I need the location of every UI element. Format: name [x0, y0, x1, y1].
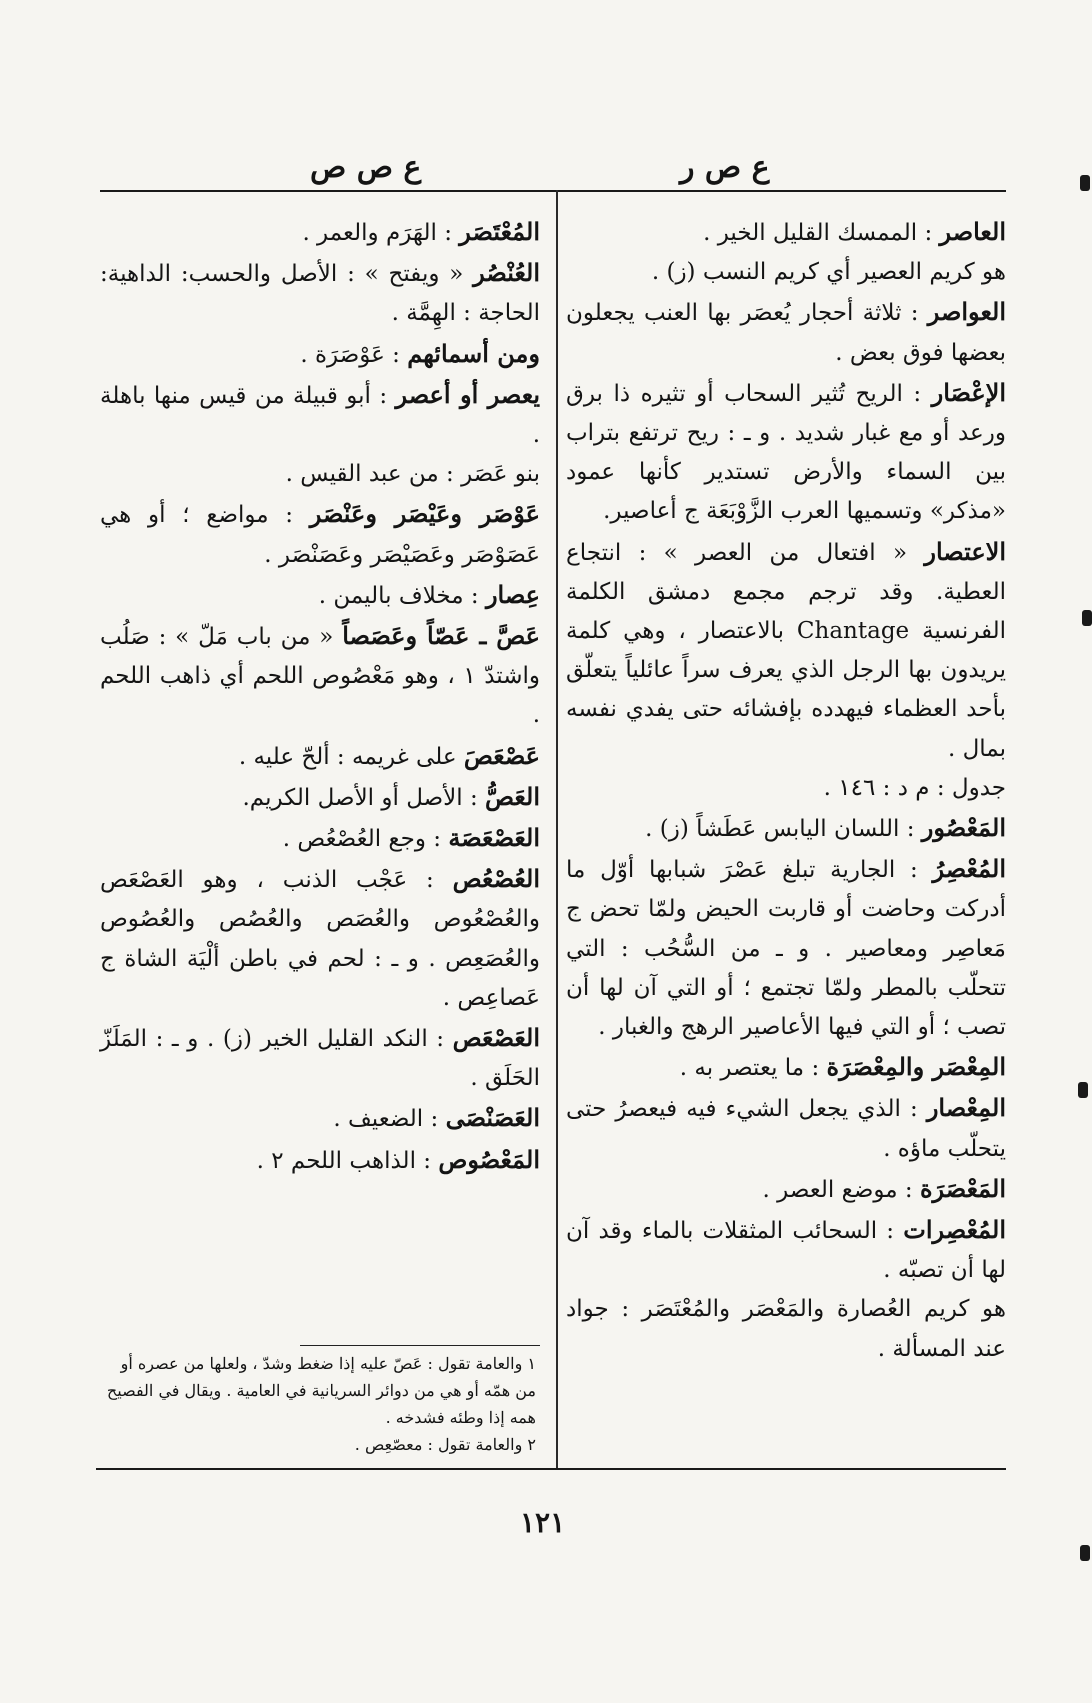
- dictionary-entry: [100, 1098, 540, 1139]
- entry-headword: المُعْصِرات: [903, 1215, 1006, 1245]
- entry-headword: عَصَّ ـ عَصّاً وعَصَصاً: [342, 621, 540, 651]
- dictionary-entry: [100, 777, 540, 818]
- dictionary-entry: [566, 532, 1006, 769]
- scan-margin-mark: [1080, 1545, 1090, 1561]
- entry-definition: : الريح تُثير السحاب أو تثيره ذا برق ورعد أو مع غبار شديد . و ـ : ريح ترتفع بتراب بين السماء والأرض تستدير كأنها عمود «مذكر» وتسميها العرب الزَّوْبَعَة ج أعاصير.: [566, 380, 1006, 525]
- entry-definition: : الذي يجعل الشيء فيه فيعصرُ حتى يتحلّب ماؤه .: [566, 1096, 1006, 1162]
- page-number: ١٢١: [520, 1506, 566, 1539]
- dictionary-entry: [566, 769, 1006, 808]
- dictionary-entry: [100, 575, 540, 616]
- entry-headword: المِعْصار: [926, 1093, 1006, 1123]
- entry-headword: العُصْعُص: [452, 864, 540, 894]
- running-header-left: ع ص ص: [310, 150, 422, 185]
- dictionary-entry: [566, 292, 1006, 372]
- entry-definition: : وجع العُصْعُص .: [282, 826, 449, 853]
- dictionary-entry: [100, 616, 540, 736]
- entry-definition: : مواضع ؛ أو هي عَصَوْصَر وعَصَيْصَر وعَصَنْصَر .: [100, 502, 540, 568]
- entry-headword: الإعْصَار: [931, 377, 1006, 407]
- entry-definition: : السحائب المثقلات بالماء وقد آن لها أن تصبّه .: [566, 1218, 1006, 1284]
- dictionary-entry: [100, 455, 540, 494]
- entry-definition: « من باب مَلّ » : صَلُب واشتدّ ١ ، وهو مَعْصُوص اللحم أي ذاهب اللحم .: [100, 624, 540, 729]
- entry-definition: هو كريم العصير أي كريم النسب (ز) .: [651, 259, 1006, 286]
- entry-definition: : اللسان اليابس عَطَشاً (ز) .: [645, 816, 922, 843]
- entry-headword: المُعْصِرُ: [932, 854, 1006, 884]
- entry-definition: « ويفتح » : الأصل والحسب: الداهية: الحاجة : الهِمَّة .: [100, 261, 540, 327]
- entry-headword: العواصر: [927, 297, 1006, 327]
- entry-definition: : الممسك القليل الخير .: [703, 220, 940, 246]
- right-column: [566, 212, 1006, 1369]
- dictionary-entry: [100, 375, 540, 455]
- entry-definition: : أبو قبيلة من قيس منها باهلة .: [100, 382, 540, 449]
- footnote-1: ١ والعامة تقول : عَصّ عليه إذا ضغط وشدّ ، ولعلها من عصره أو من همّه أو هي من دوائر السريانية في العامية . ويقال في الفصيح همه إذا وطئه فشدخه .: [106, 1354, 536, 1427]
- entry-headword: عَصْعَصَ: [463, 740, 540, 770]
- dictionary-entry: [566, 1047, 1006, 1088]
- footnotes: [96, 1350, 536, 1458]
- entry-definition: « افتعال من العصر » : انتجاع العطية. وقد ترجم مجمع دمشق الكلمة الفرنسية Chantage بالاعتصار ، وهي كلمة يريدون بها الرجل الذي يعرف سراً عائلياً يتعلّق بأحد العظماء فيهدده بإفشائه حتى يفدي نفسه بمال .: [566, 539, 1006, 762]
- dictionary-entry: [100, 1140, 540, 1181]
- entry-headword: عَوْصَر وعَيْصَر وعَنْصَر: [309, 499, 541, 529]
- dictionary-entry: [566, 373, 1006, 532]
- dictionary-entry: [100, 1018, 540, 1098]
- entry-headword: العَصْعَصَة: [448, 823, 540, 853]
- dictionary-entry: [100, 818, 540, 859]
- entry-headword: المَعْصُور: [921, 813, 1006, 843]
- dictionary-entry: [566, 1210, 1006, 1290]
- dictionary-entry: [566, 1290, 1006, 1368]
- dictionary-entry: [566, 1088, 1006, 1168]
- dictionary-entry: [100, 494, 540, 574]
- dictionary-entry: [100, 334, 540, 375]
- footnote-separator: [300, 1345, 540, 1346]
- left-column: [100, 212, 540, 1181]
- dictionary-entry: [566, 253, 1006, 292]
- dictionary-entry: [566, 1169, 1006, 1210]
- entry-headword: المَعْصَرَة: [919, 1173, 1006, 1203]
- scan-margin-mark: [1082, 610, 1092, 626]
- entry-headword: الاعتصار: [924, 536, 1006, 566]
- bottom-rule: [96, 1468, 1006, 1470]
- footnote-2: ٢ والعامة تقول : معصّعِص .: [354, 1435, 536, 1454]
- dictionary-entry: [100, 253, 540, 333]
- entry-headword: العَصُّ: [485, 781, 540, 811]
- dictionary-entry: [566, 212, 1006, 253]
- entry-headword: يعصر أو أعصر: [395, 379, 541, 409]
- entry-definition: : عَجْب الذنب ، وهو العَصْعَص والعُصْعُوص والعُصَص والعُصُص والعُصُوص والعُصَعِص . و ـ : لحم في باطن ألْيَة الشاة ج عَصاعِص .: [100, 867, 540, 1011]
- entry-definition: : الضعيف .: [333, 1106, 446, 1133]
- entry-definition: : ثلاثة أحجار يُعصَر بها العنب يجعلون بعضها فوق بعض .: [566, 300, 1006, 366]
- entry-definition: : النكد القليل الخير (ز) . و ـ : المَلَزّ الحَلَق .: [100, 1026, 540, 1092]
- entry-definition: : الأصل أو الأصل الكريم.: [242, 784, 486, 811]
- entry-definition: : الذاهب اللحم ٢ .: [256, 1147, 439, 1174]
- entry-headword: العَصَنْصَى: [445, 1103, 540, 1133]
- entry-headword: العاصر: [939, 217, 1006, 246]
- dictionary-entry: [566, 808, 1006, 849]
- entry-headword: ومن أسمائهم: [407, 338, 540, 368]
- entry-definition: : موضع العصر .: [762, 1176, 920, 1203]
- entry-definition: على غريمه : ألحّ عليه .: [238, 743, 464, 770]
- entry-definition: : عَوْصَرَة .: [300, 341, 408, 368]
- entry-definition: بنو عَصَر : من عبد القيس .: [285, 461, 540, 488]
- entry-definition: : مخلاف باليمن .: [318, 582, 486, 609]
- entry-headword: العَصْعَص: [452, 1023, 540, 1053]
- entry-headword: عِصار: [485, 579, 540, 609]
- scan-margin-mark: [1080, 175, 1090, 191]
- entry-definition: : الجارية تبلغ عَصْرَ شبابها أوّل ما أدركت وحاضت أو قاربت الحيض ولمّا تحض ج مَعاصِر ومعاصير . و ـ من السُّحُب : التي تتحلّب بالمطر ولمّا تجتمع ؛ أو التي آن لها أن تصب ؛ أو التي فيها الأعاصير الرهج والغبار .: [566, 857, 1006, 1041]
- entry-definition: : ما يعتصر به .: [679, 1055, 827, 1082]
- entry-headword: المَعْصُوص: [438, 1144, 540, 1174]
- dictionary-entry: [100, 736, 540, 777]
- entry-definition: هو كريم العُصارة والمَعْصَر والمُعْتَصَر : جواد عند المسألة .: [566, 1296, 1006, 1362]
- dictionary-entry: [566, 849, 1006, 1047]
- running-header-right: ع ص ر: [680, 150, 770, 185]
- column-divider: [556, 190, 558, 1470]
- dictionary-entry: [100, 859, 540, 1018]
- entry-definition: جدول : م د : ١٤٦ .: [823, 774, 1006, 801]
- top-rule: [100, 190, 1006, 192]
- entry-headword: المِعْصَر والمِعْصَرَة: [826, 1052, 1006, 1082]
- entry-headword: العُنْصُر: [473, 258, 540, 288]
- dictionary-entry: [100, 212, 540, 253]
- scan-margin-mark: [1078, 1082, 1088, 1098]
- entry-headword: المُعْتَصَر: [459, 217, 540, 246]
- entry-definition: : الهَرَم والعمر .: [302, 220, 460, 246]
